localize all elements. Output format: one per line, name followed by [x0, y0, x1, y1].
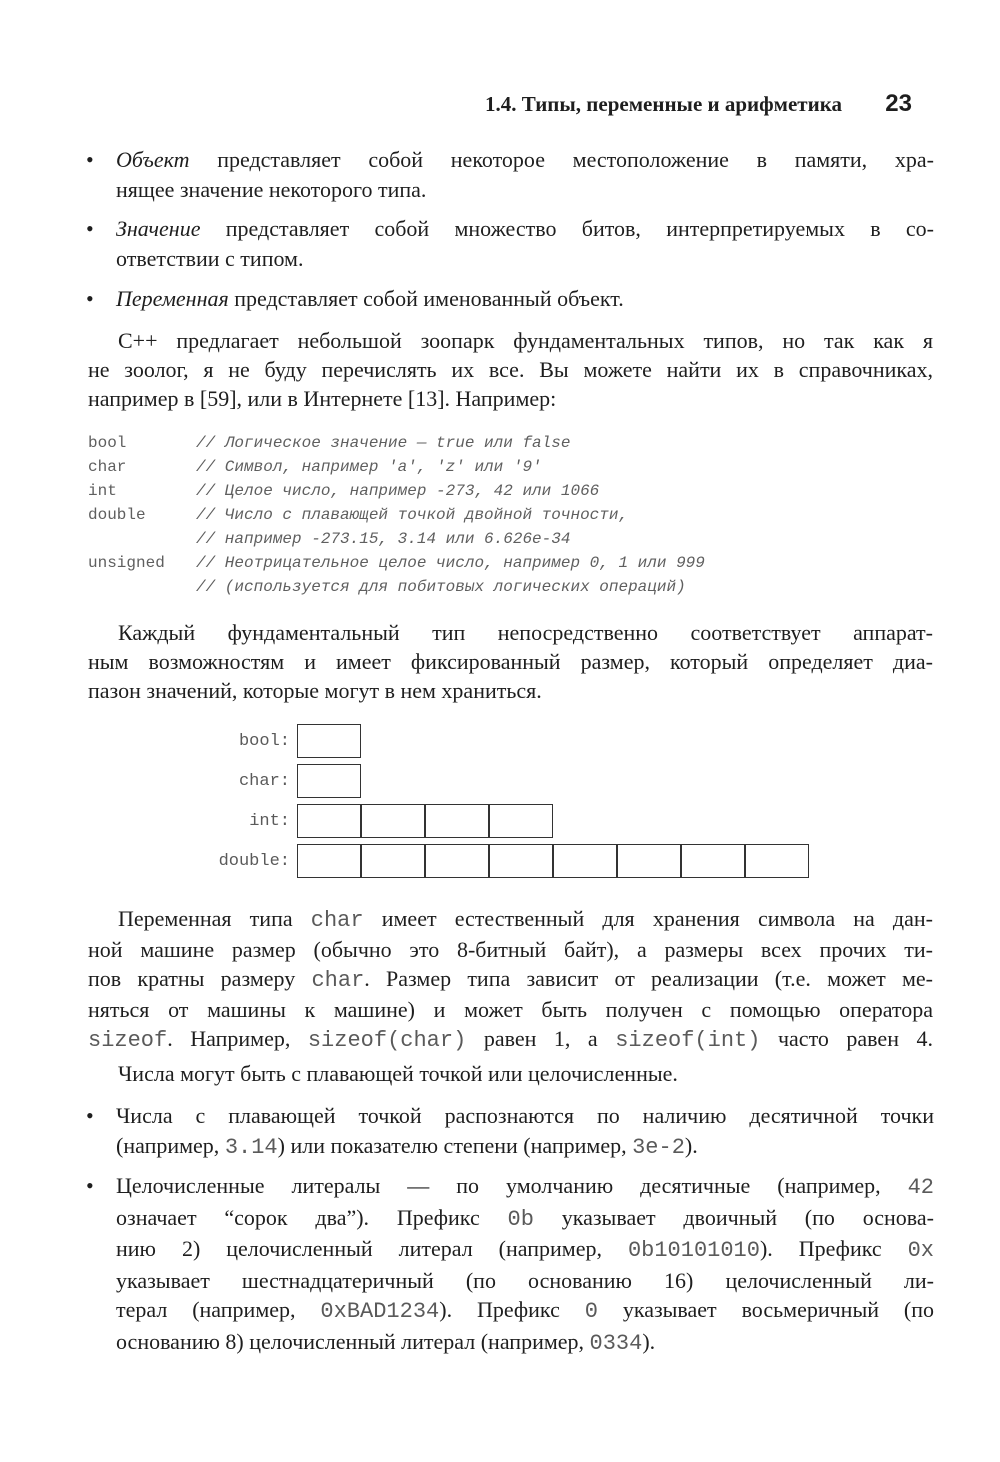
bullet-mark: • — [86, 1103, 94, 1128]
text: означает “сорок два”). Префикс — [116, 1204, 508, 1230]
bullet-float — [86, 1101, 934, 1162]
bullet-line — [116, 214, 934, 244]
bullet-text: представляет собой некоторое местоположение в памяти, хра- — [189, 147, 934, 172]
inline-code: 0b — [507, 1206, 534, 1232]
memory-cell — [297, 764, 361, 798]
text: часто равен 4. — [760, 1026, 933, 1051]
diagram-label: int: — [249, 812, 290, 831]
text: указывает восьмеричный (по — [597, 1297, 934, 1322]
text: . Размер типа зависит от реализации (т.е. может ме- — [364, 966, 933, 991]
memory-cell — [297, 844, 361, 878]
text: ) или показателю степени (например, — [277, 1132, 633, 1158]
bullet-text: представляет собой множество битов, интерпретируемых в со- — [200, 216, 934, 241]
code-comment: // Целое число, например -273, 42 или 1066 — [196, 482, 600, 500]
inline-code: 3e-2 — [632, 1134, 685, 1160]
bullet-text: представляет собой именованный объект. — [228, 286, 624, 311]
bullet-mark: • — [86, 216, 94, 241]
inline-code: sizeof — [88, 1028, 168, 1053]
para-line: Каждый фундаментальный тип непосредственно соответствует аппарат- — [118, 620, 933, 645]
inline-code: 42 — [907, 1175, 934, 1200]
para-line: ным возможностям и имеет фиксированный размер, который определяет диа- — [88, 649, 933, 674]
paragraph-numbers — [88, 1059, 933, 1088]
memory-cell — [297, 804, 361, 838]
bullet-line — [116, 1327, 934, 1359]
page-number: 23 — [885, 90, 912, 117]
text: ). — [684, 1132, 698, 1158]
bullet-variable — [86, 284, 934, 314]
text: нию 2) целочисленный литерал (например, — [116, 1236, 628, 1261]
memory-cell — [425, 844, 489, 878]
text: ). Префикс — [759, 1236, 908, 1261]
inline-code: char — [310, 908, 364, 933]
inline-code: 3.14 — [224, 1134, 278, 1160]
text: (например, — [116, 1132, 225, 1158]
text: терал (например, — [116, 1297, 321, 1322]
type-size-diagram — [0, 718, 1000, 888]
para-line: Числа могут быть с плавающей точкой или целочисленные. — [118, 1061, 678, 1086]
text: . Например, — [167, 1026, 308, 1051]
code-comment: // Число с плавающей точкой двойной точности, — [196, 506, 629, 524]
memory-cell — [553, 844, 617, 878]
paragraph-char-size — [88, 904, 933, 1055]
memory-cell — [681, 844, 745, 878]
text: пов кратны размеру — [88, 966, 312, 991]
para-line: няться от машины к машине) и может быть получен с помощью оператора — [88, 997, 933, 1022]
memory-cell — [425, 804, 489, 838]
memory-cell — [617, 844, 681, 878]
inline-code: 0xBAD1234 — [320, 1299, 440, 1324]
text: имеет естественный для хранения символа на дан- — [363, 906, 933, 931]
code-comment: // Неотрицательное целое число, например 0, 1 или 999 — [196, 554, 705, 572]
code-type: double — [88, 506, 146, 524]
diagram-label: double: — [218, 852, 290, 871]
bullet-mark: • — [86, 1173, 94, 1198]
bullet-integer — [86, 1171, 934, 1358]
diagram-label: bool: — [238, 732, 290, 751]
running-header — [0, 92, 1000, 122]
term-value: Значение — [116, 216, 201, 241]
term-object: Объект — [116, 147, 190, 172]
text: ). — [642, 1328, 656, 1354]
bullet-line: Числа с плавающей точкой распознаются по наличию десятичной точки — [116, 1103, 934, 1128]
code-type: unsigned — [88, 554, 165, 572]
bullet-mark: • — [86, 147, 94, 172]
para-line: пазон значений, которые могут в нем храниться. — [88, 678, 542, 703]
memory-cell — [297, 724, 361, 758]
memory-cell — [489, 844, 553, 878]
inline-code: sizeof(char) — [307, 1028, 467, 1053]
bullet-mark: • — [86, 286, 94, 311]
term-variable: Переменная — [116, 286, 229, 311]
memory-cell — [361, 844, 425, 878]
code-comment: // например -273.15, 3.14 или 6.626e-34 — [196, 530, 571, 548]
text: ). Префикс — [439, 1297, 585, 1322]
paragraph-intro — [88, 326, 933, 413]
bullet-line — [116, 1131, 934, 1163]
bullet-line: указывает шестнадцатеричный (по основанию 16) целочисленный ли- — [116, 1267, 934, 1293]
code-type: char — [88, 458, 127, 476]
code-comment: // Символ, например 'a', 'z' или '9' — [196, 458, 542, 476]
para-line: C++ предлагает небольшой зоопарк фундаментальных типов, но так как я — [118, 328, 933, 353]
paragraph-fundamental — [88, 618, 933, 705]
bullet-object — [86, 145, 934, 204]
diagram-label: char: — [238, 772, 290, 791]
para-line: например в [59], или в Интернете [13]. Например: — [88, 386, 557, 411]
bullet-value — [86, 214, 934, 273]
para-line: не зоолог, я не буду перечислять их все. Вы можете найти их в справочниках, — [88, 357, 933, 382]
para-line — [88, 964, 933, 995]
code-type: bool — [88, 434, 127, 452]
inline-code: 0b10101010 — [627, 1238, 760, 1263]
inline-code: 0334 — [589, 1330, 643, 1356]
text: равен 1, а — [466, 1026, 616, 1051]
para-line: ной машине размер (обычно это 8-битный байт), а размеры всех прочих ти- — [88, 937, 933, 962]
inline-code: sizeof(int) — [615, 1028, 761, 1053]
bullet-line — [116, 145, 934, 175]
para-line — [88, 1024, 933, 1055]
inline-code: 0 — [584, 1299, 598, 1324]
inline-code: char — [311, 968, 365, 993]
code-type: int — [88, 482, 117, 500]
bullet-line: ответствии с типом. — [116, 245, 304, 271]
memory-cell — [745, 844, 809, 878]
bullet-line — [116, 284, 934, 314]
memory-cell — [489, 804, 553, 838]
bullet-line — [116, 1295, 934, 1327]
bullet-line — [116, 1171, 934, 1203]
text: основанию 8) целочисленный литерал (например, — [116, 1328, 590, 1354]
text: Целочисленные литералы — по умолчанию десятичные (например, — [116, 1173, 908, 1198]
text: указывает двоичный (по основа- — [533, 1204, 934, 1230]
header-title: 1.4. Типы, переменные и арифметика — [484, 92, 842, 116]
bullet-line: нящее значение некоторого типа. — [116, 176, 427, 202]
code-comment: // (используется для побитовых логических операций) — [196, 578, 686, 596]
text: Переменная типа — [118, 906, 311, 931]
para-line — [88, 904, 933, 935]
bullet-line — [116, 1203, 934, 1235]
bullet-line — [116, 1234, 934, 1266]
memory-cell — [361, 804, 425, 838]
inline-code: 0x — [907, 1238, 934, 1263]
code-comment: // Логическое значение — true или false — [196, 434, 571, 452]
